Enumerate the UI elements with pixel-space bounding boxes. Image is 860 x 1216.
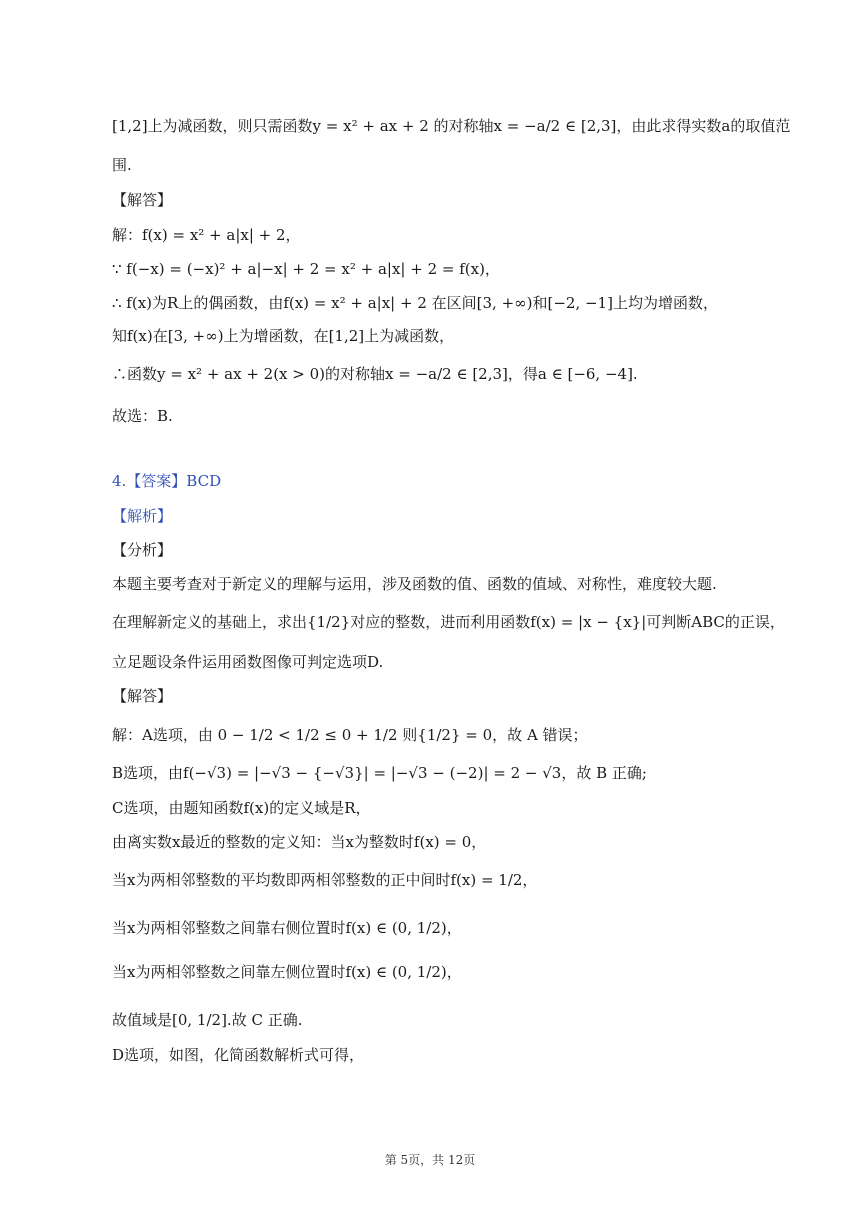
text-line: 故值域是[0, 1/2].故 C 正确. [112,1011,303,1029]
text-line: 解：A选项，由 0 − 1/2 < 1/2 ≤ 0 + 1/2 则{1/2} = 0，故 A 错误； [112,726,588,744]
text-line: ∴ f(x)为R上的偶函数，由f(x) = x² + a|x| + 2 在区间[3, +∞)和[−2, −1]上均为增函数， [112,294,718,312]
text-line: 围. [112,156,132,174]
text-line: [1,2]上为减函数，则只需函数y = x² + ax + 2 的对称轴x = −a/2 ∈ [2,3]，由此求得实数a的取值范 [112,117,791,135]
text-line: D选项，如图，化简函数解析式可得， [112,1046,365,1064]
text-line: 立足题设条件运用函数图像可判定选项D. [112,653,384,671]
text-line: 本题主要考查对于新定义的理解与运用，涉及函数的值、函数的值域、对称性，难度较大题. [112,575,717,593]
text-line: 【解答】 [112,687,173,705]
text-line: 当x为两相邻整数之间靠左侧位置时f(x) ∈ (0, 1/2)， [112,963,462,981]
text-line: 4.【答案】BCD [112,472,222,490]
text-line: 故选：B. [112,407,173,425]
text-line: 【解答】 [112,191,173,209]
text-line: 当x为两相邻整数的平均数即两相邻整数的正中间时f(x) = 1/2， [112,871,538,889]
text-line: 【分析】 [112,541,173,559]
text-line: 在理解新定义的基础上，求出{1/2}对应的整数，进而利用函数f(x) = |x − {x}|可判断ABC的正误， [112,613,785,631]
page-footer: 第 5页，共 12页 [384,1153,476,1167]
text-line: ∵ f(−x) = (−x)² + a|−x| + 2 = x² + a|x| + 2 = f(x)， [112,260,500,278]
text-line: B选项，由f(−√3) = |−√3 − {−√3}| = |−√3 − (−2)| = 2 − √3，故 B 正确; [112,764,647,782]
text-line: ∴函数y = x² + ax + 2(x > 0)的对称轴x = −a/2 ∈ [2,3]，得a ∈ [−6, −4]. [112,365,638,383]
text-line: 【解析】 [112,507,173,525]
text-line: 由离实数x最近的整数的定义知：当x为整数时f(x) = 0， [112,833,487,851]
text-line: 解：f(x) = x² + a|x| + 2， [112,226,301,244]
text-line: C选项，由题知函数f(x)的定义域是R， [112,799,371,817]
text-line: 知f(x)在[3, +∞)上为增函数，在[1,2]上为减函数， [112,327,455,345]
text-line: 当x为两相邻整数之间靠右侧位置时f(x) ∈ (0, 1/2)， [112,919,462,937]
